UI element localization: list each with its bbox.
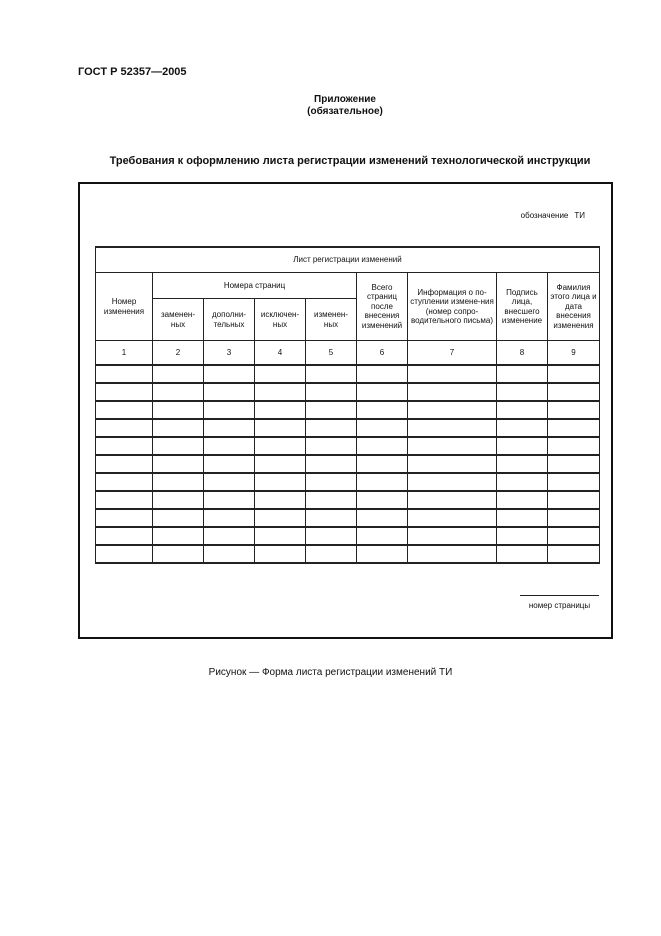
table-cell <box>497 545 548 563</box>
table-cell <box>153 401 204 419</box>
appendix-heading <box>230 94 460 118</box>
header-replaced: заменен-ных <box>153 299 204 341</box>
table-row <box>96 545 600 563</box>
table-cell <box>204 545 255 563</box>
table-cell <box>548 419 600 437</box>
table-cell <box>497 383 548 401</box>
table-cell <box>255 527 306 545</box>
table-cell <box>306 383 357 401</box>
table-cell <box>255 455 306 473</box>
table-cell <box>357 527 408 545</box>
table-cell <box>548 473 600 491</box>
table-cell <box>357 509 408 527</box>
table-cell <box>204 455 255 473</box>
page-number-line <box>520 595 599 596</box>
table-cell <box>306 455 357 473</box>
table-cell <box>408 365 497 383</box>
header-surname-date: Фамилия этого лица и дата внесения изменения <box>548 273 600 341</box>
table-cell <box>408 401 497 419</box>
table-cell <box>497 437 548 455</box>
table-cell <box>408 437 497 455</box>
column-number: 7 <box>408 341 497 366</box>
table-cell <box>306 491 357 509</box>
table-row <box>96 455 600 473</box>
page-number-label: номер страницы <box>528 601 591 610</box>
column-number: 5 <box>306 341 357 366</box>
table-cell <box>153 491 204 509</box>
column-number: 2 <box>153 341 204 366</box>
designation-label: обозначение <box>520 211 569 220</box>
table-cell <box>255 365 306 383</box>
table-row <box>96 491 600 509</box>
table-cell <box>497 473 548 491</box>
table-cell <box>497 455 548 473</box>
column-number-row <box>96 341 600 366</box>
table-cell <box>96 437 153 455</box>
header-page-numbers: Номера страниц <box>153 273 357 299</box>
table-row <box>96 419 600 437</box>
table-cell <box>497 401 548 419</box>
table-cell <box>357 473 408 491</box>
table-cell <box>255 383 306 401</box>
table-cell <box>153 527 204 545</box>
table-cell <box>357 455 408 473</box>
table-cell <box>408 491 497 509</box>
table-cell <box>204 509 255 527</box>
table-cell <box>497 491 548 509</box>
table-cell <box>408 383 497 401</box>
table-cell <box>96 455 153 473</box>
table-cell <box>153 419 204 437</box>
requirements-title: Требования к оформлению листа регистрации изменений технологической инструкции <box>109 155 591 167</box>
table-cell <box>548 455 600 473</box>
column-number: 1 <box>96 341 153 366</box>
table-cell <box>548 437 600 455</box>
table-cell <box>204 473 255 491</box>
appendix-title: Приложение <box>314 94 376 105</box>
table-cell <box>548 491 600 509</box>
table-cell <box>255 437 306 455</box>
table-cell <box>497 365 548 383</box>
table-cell <box>96 365 153 383</box>
table-cell <box>204 383 255 401</box>
table-cell <box>408 545 497 563</box>
table-cell <box>153 473 204 491</box>
table-row <box>96 383 600 401</box>
table-cell <box>306 401 357 419</box>
table-cell <box>306 527 357 545</box>
table-cell <box>408 419 497 437</box>
table-cell <box>497 419 548 437</box>
table-cell <box>357 401 408 419</box>
table-cell <box>96 383 153 401</box>
table-cell <box>255 473 306 491</box>
column-number: 8 <box>497 341 548 366</box>
table-cell <box>408 455 497 473</box>
column-number: 3 <box>204 341 255 366</box>
table-cell <box>408 473 497 491</box>
column-number: 6 <box>357 341 408 366</box>
table-cell <box>548 527 600 545</box>
column-number: 9 <box>548 341 600 366</box>
table-cell <box>204 527 255 545</box>
designation <box>521 211 585 220</box>
table-cell <box>204 365 255 383</box>
table-cell <box>548 545 600 563</box>
header-added: дополни-тельных <box>204 299 255 341</box>
header-changed: изменен-ных <box>306 299 357 341</box>
header-change-number: Номер изменения <box>96 273 153 341</box>
appendix-type: (обязательное) <box>307 106 383 117</box>
table-cell <box>357 545 408 563</box>
table-cell <box>96 527 153 545</box>
table-cell <box>548 383 600 401</box>
table-cell <box>255 491 306 509</box>
table-cell <box>357 383 408 401</box>
table-cell <box>153 383 204 401</box>
table-cell <box>408 509 497 527</box>
table-cell <box>306 545 357 563</box>
table-cell <box>96 509 153 527</box>
table-row <box>96 365 600 383</box>
table-cell <box>96 401 153 419</box>
table-row <box>96 527 600 545</box>
table-cell <box>548 401 600 419</box>
column-number: 4 <box>255 341 306 366</box>
figure-caption: Рисунок — Форма листа регистрации изменений ТИ <box>208 667 453 678</box>
document-code: ГОСТ Р 52357—2005 <box>78 66 187 78</box>
table-cell <box>357 419 408 437</box>
table-row <box>96 509 600 527</box>
table-cell <box>96 491 153 509</box>
change-registration-table <box>95 246 600 564</box>
table-cell <box>153 365 204 383</box>
table-cell <box>357 437 408 455</box>
table-cell <box>548 365 600 383</box>
table-row <box>96 473 600 491</box>
table-cell <box>96 545 153 563</box>
table-cell <box>357 491 408 509</box>
table-cell <box>408 527 497 545</box>
designation-value: ТИ <box>574 211 585 220</box>
table-cell <box>204 437 255 455</box>
table-cell <box>306 419 357 437</box>
table-cell <box>204 401 255 419</box>
table-cell <box>255 419 306 437</box>
header-excluded: исключен-ных <box>255 299 306 341</box>
table-cell <box>255 509 306 527</box>
table-cell <box>204 491 255 509</box>
table-cell <box>153 437 204 455</box>
header-signature: Подпись лица, внесшего изменение <box>497 273 548 341</box>
table-cell <box>153 455 204 473</box>
table-cell <box>153 545 204 563</box>
table-title: Лист регистрации изменений <box>96 247 600 273</box>
header-incoming-info: Информация о по-ступлении измене-ния (номер сопро-водительного письма) <box>408 273 497 341</box>
table-cell <box>497 509 548 527</box>
table-cell <box>497 527 548 545</box>
table-cell <box>357 365 408 383</box>
table-cell <box>255 401 306 419</box>
table-cell <box>306 473 357 491</box>
header-total-pages: Всего страниц после внесения изменений <box>357 273 408 341</box>
table-cell <box>306 509 357 527</box>
header-row-1 <box>96 273 600 299</box>
table-row <box>96 437 600 455</box>
table-cell <box>153 509 204 527</box>
table-cell <box>96 473 153 491</box>
table-title-row <box>96 247 600 273</box>
form-frame <box>78 182 613 639</box>
table-cell <box>204 419 255 437</box>
table-cell <box>548 509 600 527</box>
table-cell <box>255 545 306 563</box>
table-cell <box>96 419 153 437</box>
table-cell <box>306 437 357 455</box>
table-cell <box>306 365 357 383</box>
table-row <box>96 401 600 419</box>
